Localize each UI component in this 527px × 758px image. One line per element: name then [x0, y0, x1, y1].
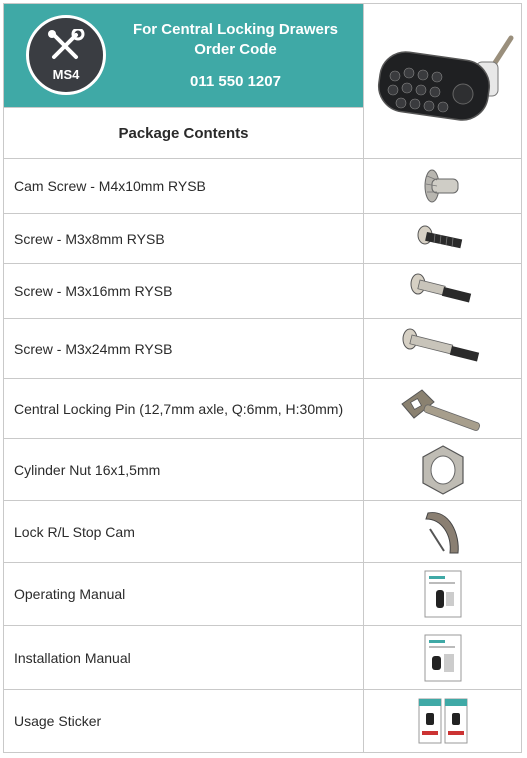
table-row — [4, 439, 521, 501]
item-label: Cylinder Nut 16x1,5mm — [14, 461, 161, 478]
table-row — [4, 690, 521, 752]
ms4-badge — [26, 15, 106, 95]
header-band — [4, 4, 363, 107]
short-screw-icon — [415, 221, 471, 257]
locking-pin-icon — [398, 384, 488, 434]
item-label: Screw - M3x8mm RYSB — [14, 230, 165, 247]
table-row — [4, 379, 521, 439]
sticker-icon — [418, 697, 468, 745]
hex-nut-icon — [418, 443, 468, 497]
keypad-lock-icon — [371, 32, 516, 132]
table-row — [4, 214, 521, 264]
order-code: 011 550 1207 — [190, 73, 281, 90]
header-line2: Order Code — [194, 41, 277, 58]
manual-icon — [424, 634, 462, 682]
header-line1: For Central Locking Drawers — [132, 21, 339, 38]
table-row — [4, 319, 521, 379]
item-label: Lock R/L Stop Cam — [14, 523, 135, 540]
badge-label: MS4 — [52, 66, 80, 82]
item-label: Cam Screw - M4x10mm RYSB — [14, 178, 206, 194]
tools-icon — [46, 29, 86, 65]
item-label: Screw - M3x24mm RYSB — [14, 340, 173, 357]
medium-screw-icon — [408, 270, 478, 312]
long-screw-icon — [400, 325, 486, 373]
item-label: Central Locking Pin (12,7mm axle, Q:6mm, H:30mm) — [14, 400, 344, 417]
item-label: Operating Manual — [14, 586, 126, 602]
header-title — [108, 20, 363, 92]
stop-cam-icon — [420, 505, 466, 559]
package-contents-sheet — [3, 3, 522, 753]
header-block — [4, 4, 521, 159]
table-row — [4, 264, 521, 319]
table-row — [4, 626, 521, 690]
contents-title: Package Contents — [4, 107, 363, 159]
table-row — [4, 563, 521, 626]
table-row — [4, 501, 521, 563]
manual-icon — [424, 570, 462, 618]
table-row — [4, 159, 521, 214]
cam-screw-icon — [418, 164, 468, 208]
item-label: Installation Manual — [14, 649, 131, 666]
item-label: Usage Sticker — [14, 713, 102, 729]
lock-product-image — [363, 4, 522, 159]
item-label: Screw - M3x16mm RYSB — [14, 283, 173, 299]
